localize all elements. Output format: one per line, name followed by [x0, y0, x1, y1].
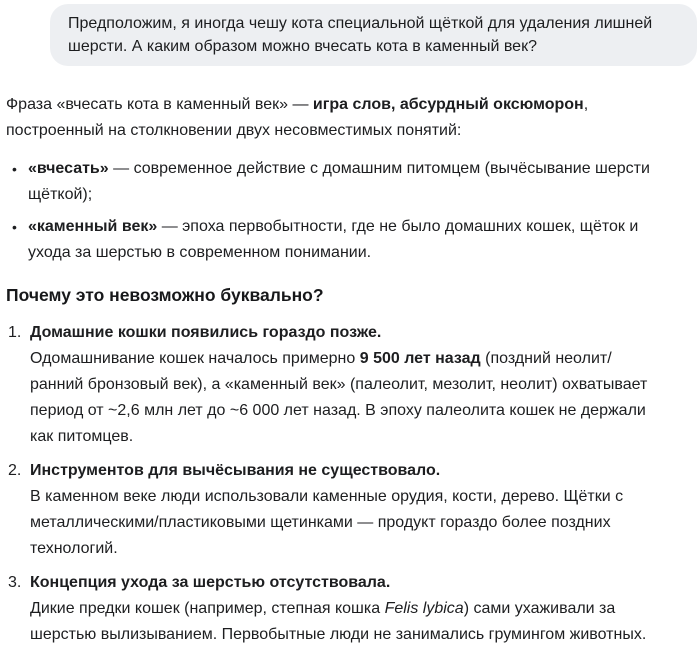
list-number: 2.	[8, 462, 22, 479]
bullet-definition: — современное действие с домашним питомцем (вычёсывание шерсти щёткой);	[28, 160, 650, 203]
section-heading: Почему это невозможно буквально?	[6, 285, 324, 305]
bullet-definition: — эпоха первобытности, где не было домашних кошек, щёток и ухода за шерстью в современном понимании.	[28, 218, 639, 261]
numbered-item-1	[6, 320, 664, 450]
body-text: В каменном веке люди использовали каменные орудия, кости, дерево. Щётки с металлическими/пластиковыми щетинками — продукт гораздо более поздних технологий.	[30, 488, 624, 557]
numbered-item-content	[30, 320, 664, 450]
bullet-item-kamenny-vek	[6, 214, 664, 266]
species-name-italic: Felis lybica	[384, 600, 464, 617]
numbered-item-title: Концепция ухода за шерстью отсутствовала.	[30, 574, 391, 591]
numbered-item-2	[6, 458, 664, 562]
bullet-dot-icon: •	[12, 219, 17, 235]
numbered-item-body	[30, 350, 647, 445]
numbered-item-title: Инструментов для вычёсывания не существовало.	[30, 462, 441, 479]
numbered-item-3	[6, 570, 664, 648]
user-message-bubble	[50, 4, 697, 66]
list-number: 3.	[8, 574, 22, 591]
numbered-item-body	[30, 600, 646, 643]
numbered-item-content	[30, 458, 664, 562]
body-text-pre: Одомашнивание кошек началось примерно	[30, 350, 360, 367]
intro-text-pre: Фраза «вчесать кота в каменный век» —	[6, 96, 313, 113]
intro-paragraph	[6, 92, 664, 144]
bullet-dot-icon: •	[12, 161, 17, 177]
bullet-term-bold: «каменный век»	[28, 218, 158, 235]
bullet-term-bold: «вчесать»	[28, 160, 109, 177]
bullet-item-vchesat	[6, 156, 664, 208]
intro-text-bold: игра слов, абсурдный оксюморон	[312, 96, 584, 113]
user-message-text: Предположим, я иногда чешу кота специальной щёткой для удаления лишней шерсти. А каким образом можно вчесать кота в каменный век?	[68, 15, 653, 55]
assistant-response	[6, 92, 664, 648]
bullet-item-text	[28, 156, 664, 208]
body-text-bold: 9 500 лет назад	[359, 350, 481, 367]
list-number: 1.	[8, 324, 22, 341]
body-text-post: (поздний неолит/ранний бронзовый век), а «каменный век» (палеолит, мезолит, неолит) охватывает период от ~2,6 млн лет до ~6 000 лет назад. В эпоху палеолита кошек не держали как питомцев.	[30, 350, 648, 445]
definition-bullet-list	[6, 156, 664, 266]
body-text-pre: Дикие предки кошек (например, степная кошка	[30, 600, 385, 617]
bullet-item-text	[28, 214, 664, 266]
intro-text-post: , построенный на столкновении двух несовместимых понятий:	[6, 96, 589, 139]
numbered-item-content	[30, 570, 664, 648]
body-text-post: ) сами ухаживали за шерстью вылизыванием. Первобытные люди не занимались грумингом животных.	[30, 600, 647, 643]
numbered-item-title: Домашние кошки появились гораздо позже.	[30, 324, 382, 341]
user-message-row	[0, 0, 700, 66]
numbered-item-body	[30, 488, 623, 557]
reasons-numbered-list	[6, 320, 664, 648]
